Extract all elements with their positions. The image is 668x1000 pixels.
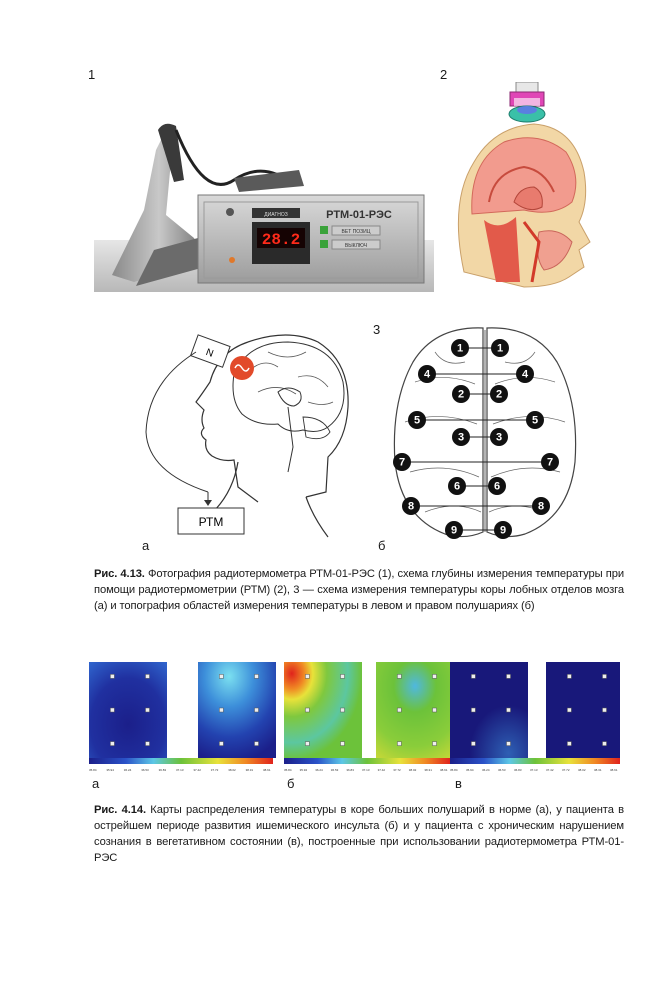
maps-label-v: в bbox=[455, 776, 462, 791]
map-point-27 bbox=[471, 742, 475, 746]
colorbar-tick-1-8: 38.02 bbox=[408, 768, 417, 772]
colorbar-tick-0-5: 37.13 bbox=[176, 768, 184, 772]
topo-node-14 bbox=[488, 477, 506, 495]
panel-label-a: а bbox=[142, 538, 150, 553]
figure-4-14-number: Рис. 4.14. bbox=[94, 804, 146, 816]
svg-text:3: 3 bbox=[495, 431, 503, 444]
map-point-4 bbox=[146, 674, 150, 678]
topo-node-16 bbox=[532, 497, 550, 515]
map-point-34 bbox=[603, 674, 607, 678]
colorbar-tick-0-6: 37.42 bbox=[193, 768, 201, 772]
map-point-26 bbox=[471, 708, 475, 712]
map-point-18 bbox=[341, 742, 345, 746]
svg-text:5: 5 bbox=[531, 414, 539, 427]
topo-node-1 bbox=[451, 339, 469, 357]
colorbar-tick-2-2: 36.24 bbox=[482, 768, 490, 772]
map-point-20 bbox=[397, 708, 401, 712]
map-point-16 bbox=[341, 674, 345, 678]
svg-text:2: 2 bbox=[495, 388, 503, 401]
colorbar-tick-1-9: 38.31 bbox=[424, 768, 432, 772]
maps-label-a: а bbox=[92, 776, 100, 791]
panel-label-2: 2 bbox=[440, 67, 448, 82]
colorbar-tick-1-6: 37.42 bbox=[377, 768, 386, 772]
colorbar-tick-1-2: 36.24 bbox=[315, 768, 323, 772]
topo-node-17 bbox=[445, 521, 463, 539]
figure-4-13-caption bbox=[94, 566, 624, 614]
svg-text:1: 1 bbox=[496, 342, 504, 355]
colorbar-tick-2-4: 36.83 bbox=[514, 768, 522, 772]
temperature-display: 28.2 bbox=[261, 231, 301, 249]
colorbar-tick-0-0: 35.84 bbox=[89, 768, 97, 772]
map-point-9 bbox=[219, 742, 223, 746]
colorbar-tick-2-10: 38.61 bbox=[610, 768, 618, 772]
device-button-label-2: ВЫКЛЮЧ bbox=[344, 243, 368, 249]
map-point-25 bbox=[471, 674, 475, 678]
map-point-14 bbox=[305, 708, 309, 712]
panel-label-1: 1 bbox=[88, 67, 96, 82]
topo-node-12 bbox=[541, 453, 559, 471]
colorbar-tick-1-1: 35.94 bbox=[299, 768, 308, 772]
topo-node-7 bbox=[408, 411, 426, 429]
figure-4-14-text: Карты распределения температуры в коре больших полушарий в норме (а), у пациента в острейшем периоде развития ишемического инсульта (б) и у пациента с хроническим нарушением сознания в вегетативном состоянии (в), построенные при использовании радиотермометра РТМ-01-РЭС bbox=[94, 804, 624, 864]
map-point-23 bbox=[433, 708, 437, 712]
map-point-21 bbox=[397, 742, 401, 746]
map-point-22 bbox=[433, 674, 437, 678]
colorbar-tick-1-7: 37.72 bbox=[393, 768, 401, 772]
colorbar-tick-2-5: 37.13 bbox=[530, 768, 538, 772]
map-point-15 bbox=[305, 742, 309, 746]
map-point-28 bbox=[507, 674, 511, 678]
map-point-19 bbox=[397, 674, 401, 678]
svg-text:8: 8 bbox=[537, 500, 545, 513]
svg-text:3: 3 bbox=[457, 431, 465, 444]
colorbar-tick-1-4: 36.83 bbox=[346, 768, 354, 772]
topo-node-18 bbox=[494, 521, 512, 539]
colorbar-tick-0-10: 38.61 bbox=[263, 768, 271, 772]
topo-node-11 bbox=[393, 453, 411, 471]
colorbar-tick-0-3: 36.53 bbox=[141, 768, 149, 772]
topo-node-2 bbox=[491, 339, 509, 357]
map-point-11 bbox=[255, 708, 259, 712]
map-point-5 bbox=[146, 708, 150, 712]
svg-text:7: 7 bbox=[546, 456, 554, 469]
colorbar-tick-2-0: 35.84 bbox=[450, 768, 458, 772]
colorbar-tick-1-10: 38.61 bbox=[440, 768, 448, 772]
svg-text:5: 5 bbox=[413, 414, 421, 427]
colorbar-tick-2-3: 36.53 bbox=[498, 768, 506, 772]
map-point-24 bbox=[433, 742, 437, 746]
colorbar-tick-0-8: 38.02 bbox=[228, 768, 236, 772]
colorbar-tick-0-9: 38.31 bbox=[245, 768, 254, 772]
map-point-31 bbox=[567, 674, 571, 678]
colorbar-tick-1-5: 37.13 bbox=[362, 768, 370, 772]
topo-node-13 bbox=[448, 477, 466, 495]
maps-label-b: б bbox=[287, 776, 295, 791]
svg-text:8: 8 bbox=[407, 500, 415, 513]
map-point-29 bbox=[507, 708, 511, 712]
device-button-label-1: ВЕТ ПОЗИЦ bbox=[341, 229, 371, 235]
colorbar-tick-1-3: 36.53 bbox=[330, 768, 339, 772]
device-photo bbox=[94, 90, 434, 292]
topo-node-6 bbox=[490, 385, 508, 403]
map-point-10 bbox=[255, 674, 259, 678]
map-point-13 bbox=[305, 674, 309, 678]
map-point-33 bbox=[567, 742, 571, 746]
map-point-1 bbox=[110, 674, 114, 678]
colorbar-tick-0-1: 35.94 bbox=[106, 768, 114, 772]
map-point-3 bbox=[110, 742, 114, 746]
colorbar-tick-2-1: 35.94 bbox=[466, 768, 474, 772]
map-point-32 bbox=[567, 708, 571, 712]
map-point-36 bbox=[603, 742, 607, 746]
svg-text:7: 7 bbox=[398, 456, 406, 469]
temperature-maps bbox=[84, 660, 624, 774]
colorbar-tick-1-0: 35.84 bbox=[284, 768, 292, 772]
panel-label-b: б bbox=[378, 538, 386, 553]
topo-node-10 bbox=[490, 428, 508, 446]
topo-node-4 bbox=[516, 365, 534, 383]
topo-node-8 bbox=[526, 411, 544, 429]
topo-node-3 bbox=[418, 365, 436, 383]
topo-nodes bbox=[385, 322, 585, 544]
schema-head-outline bbox=[138, 322, 368, 538]
colorbar-tick-2-8: 38.02 bbox=[578, 768, 586, 772]
topo-node-9 bbox=[452, 428, 470, 446]
colorbar-tick-2-9: 38.31 bbox=[594, 768, 602, 772]
colorbar-tick-2-7: 37.72 bbox=[562, 768, 570, 772]
colorbar-tick-0-7: 37.72 bbox=[210, 768, 219, 772]
map-point-8 bbox=[219, 708, 223, 712]
svg-text:6: 6 bbox=[493, 480, 501, 493]
svg-text:2: 2 bbox=[457, 388, 465, 401]
colorbar-tick-0-4: 36.83 bbox=[158, 768, 167, 772]
map-point-12 bbox=[255, 742, 259, 746]
device-model-label: РТМ-01-РЭС bbox=[326, 209, 392, 221]
rtm-box-label: РТМ bbox=[198, 515, 224, 529]
figure-4-13-text: Фотография радиотермометра РТМ-01-РЭС (1), схема глубины измерения температуры при помощи радиотермометрии (РТМ) (2), 3 — схема измерения температуры коры лобных отделов мозга (а) и топография областей измерения температуры в левом и правом полушариях (б) bbox=[94, 568, 624, 612]
svg-text:9: 9 bbox=[499, 524, 507, 537]
head-sagittal-illustration bbox=[444, 82, 594, 292]
map-point-7 bbox=[219, 674, 223, 678]
device-small-label: ДИАГНОЗ bbox=[264, 212, 288, 218]
map-point-35 bbox=[603, 708, 607, 712]
figure-4-14-caption bbox=[94, 802, 624, 866]
figure-4-13-number: Рис. 4.13. bbox=[94, 568, 145, 580]
map-point-2 bbox=[110, 708, 114, 712]
map-point-6 bbox=[146, 742, 150, 746]
antenna-label: N bbox=[204, 347, 215, 360]
map-point-30 bbox=[507, 742, 511, 746]
svg-text:9: 9 bbox=[450, 524, 458, 537]
panel-label-3: 3 bbox=[373, 322, 381, 337]
svg-text:6: 6 bbox=[453, 480, 461, 493]
colorbar-tick-0-2: 36.24 bbox=[123, 768, 132, 772]
map-point-17 bbox=[341, 708, 345, 712]
svg-text:4: 4 bbox=[521, 368, 529, 381]
topo-node-5 bbox=[452, 385, 470, 403]
topo-node-15 bbox=[402, 497, 420, 515]
colorbar-tick-2-6: 37.42 bbox=[546, 768, 554, 772]
svg-text:1: 1 bbox=[456, 342, 464, 355]
svg-text:4: 4 bbox=[423, 368, 431, 381]
